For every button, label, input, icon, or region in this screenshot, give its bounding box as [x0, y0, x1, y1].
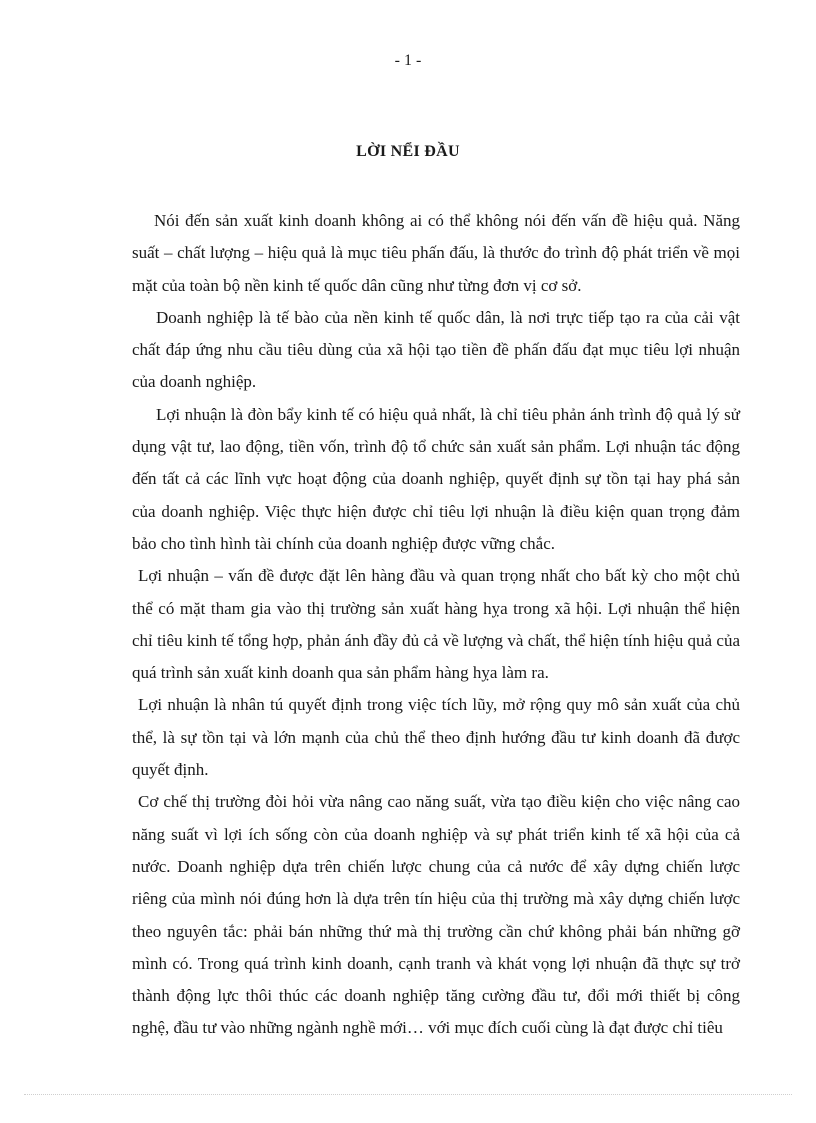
paragraph-5: Lợi nhuận là nhân tú quyết định trong việc tích lũy, mở rộng quy mô sản xuất của chủ thể, là sự tồn tại và lớn mạnh của chủ thể theo định hướng đầu tư kinh doanh đã được quyết định.: [132, 695, 740, 780]
paragraph-3: Lợi nhuận là đòn bẩy kinh tế có hiệu quả nhất, là chỉ tiêu phản ánh trình độ quả lý sử dụng vật tư, lao động, tiền vốn, trình độ tổ chức sản xuất sản phẩm. Lợi nhuận tác động đến tất cả các lĩnh vực hoạt động của doanh nghiệp, quyết định sự tồn tại hay phá sản của doanh nghiệp. Việc thực hiện được chỉ tiêu lợi nhuận là điều kiện quan trọng đảm bảo cho tình hình tài chính của doanh nghiệp được vững chắc.: [132, 404, 740, 553]
paragraph-1: Nói đến sản xuất kinh doanh không ai có thể không nói đến vấn đề hiệu quả. Năng suất – chất lượng – hiệu quả là mục tiêu phấn đấu, là thước đo trình độ phát triển về mọi mặt của toàn bộ nền kinh tế quốc dân cũng như từng đơn vị cơ sở.: [132, 211, 740, 295]
paragraph-2: Doanh nghiệp là tế bào của nền kinh tế quốc dân, là nơi trực tiếp tạo ra của cải vật chất đáp ứng nhu cầu tiêu dùng của xã hội tạo tiền đề phấn đấu đạt mục tiêu lợi nhuận của doanh nghiệp.: [132, 307, 740, 392]
paragraph-4: Lợi nhuận – vấn đề được đặt lên hàng đầu và quan trọng nhất cho bất kỳ cho một chủ thể có mặt tham gia vào thị trường sản xuất hàng hỵa trong xã hội. Lợi nhuận thể hiện chỉ tiêu kinh tế tổng hợp, phản ánh đầy đủ cả về lượng và chất, thể hiện tính hiệu quả của quá trình sản xuất kinh doanh qua sản phẩm hàng hỵa làm ra.: [132, 566, 740, 683]
document-title: LỜI NỂI ĐẦU: [356, 143, 460, 160]
document-body: [132, 205, 740, 1045]
paragraph-6: Cơ chế thị trường đòi hỏi vừa nâng cao năng suất, vừa tạo điều kiện cho việc nâng cao năng suất vì lợi ích sống còn của doanh nghiệp và sự phát triển kinh tế xã hội của cả nước. Doanh nghiệp dựa trên chiến lược chung của cả nước để xây dựng chiến lược riêng của mình nói đúng hơn là dựa trên tín hiệu của thị trường mà xây dựng chiến lược theo nguyên tắc: phải bán những thứ mà thị trường cần chứ không phải bán những gỡ mình có. Trong quá trình kinh doanh, cạnh tranh và khát vọng lợi nhuận đã thực sự trở thành động lực thôi thúc các doanh nghiệp tăng cường đầu tư, đổi mới thiết bị công nghệ, đầu tư vào những ngành nghề mới… với mục đích cuối cùng là đạt được chỉ tiêu: [132, 792, 740, 1038]
footer-divider: [24, 1094, 792, 1095]
page-number: - 1 -: [394, 52, 422, 69]
